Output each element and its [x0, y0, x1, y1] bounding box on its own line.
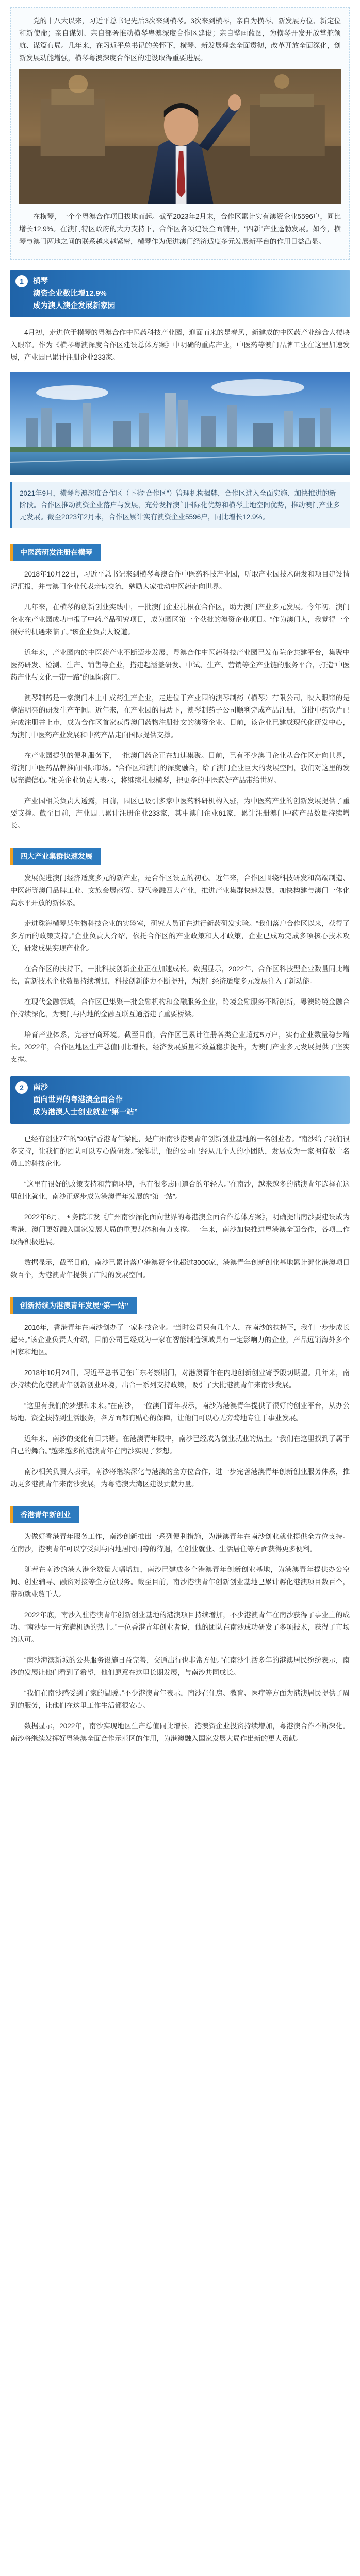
- section-2-number: 2: [15, 1081, 28, 1094]
- section-2-paragraph-1: 已经有创业7年的“90后”香港青年梁健，是广州南沙港澳青年创新创业基地的一名创业者。“南沙给了我们很多支持，让我们的团队可以专心做研发。”梁健说，他的公司已经从几个人的小团队，发展成为一家拥有数十名员工的科技企业。: [10, 1135, 350, 1167]
- xi-photo: [19, 69, 341, 204]
- section-1-subheading: 中医药研发注册在横琴: [10, 544, 101, 561]
- intro-paragraph-1: 党的十八大以来，习近平总书记先后3次来到横琴。3次来到横琴，亲自为横琴、新发展方位、新定位和新使命；亲自谋划、亲自部署推动横琴粤澳深度合作区建设；亲自擘画蓝图，为横琴开发开放掌舵领航、谋篇布局。几年来，在习近平总书记的关怀下，横琴、新发展理念全面贯彻，改革开放全面深化，创新发展动能增强，横琴粤澳深度合作区的建设取得重要进展。: [19, 17, 341, 62]
- section-1-paragraph-6: 在产业园提供的便利服务下，一批澳门药企正在加速集聚。目前，已有不少澳门企业从合作区走向世界，将澳门中医药品牌推向国际市场。“合作区和澳门的深度融合，给了澳门企业巨大的发展空间，我们对这里的发展充满信心。”相关企业负责人表示，将继续扎根横琴，把更多的中医药好产品带给世界。: [10, 752, 350, 784]
- section-1b-paragraph-5: 培育产业体系，完善营商环境。截至目前，合作区已累计注册各类企业超过5万户，实有企业数量稳步增长。2022年，合作区地区生产总值同比增长，经济发展质量和效益稳步提升，为澳门产业多元发展提供了坚实支撑。: [10, 1031, 350, 1063]
- section-1b-paragraph-2: 走进珠海横琴某生物科技企业的实验室，研究人员正在进行新药研发实验。“我们落户合作区以来，获得了多方面的政策支持。”企业负责人介绍，依托合作区的产业政策和人才政策，企业已成功完成多项核心技术攻关，研发成果实现产业化。: [10, 920, 350, 952]
- section-2b-paragraph-4: “南沙海滨新城的公共服务设施日益完善，交通出行也非常方便。”在南沙生活多年的港澳居民纷纷表示，南沙的发展让他们看到了希望，他们愿意在这里长期发展，与南沙共同成长。: [10, 1656, 350, 1676]
- section-2b-paragraph-5: “我们在南沙感受到了家的温暖。”不少港澳青年表示，南沙在住房、教育、医疗等方面为港澳居民提供了周到的服务，让他们在这里工作生活都很安心。: [10, 1689, 350, 1709]
- section-2-header: [10, 1076, 350, 1124]
- section-2-title-line-3: 成为港澳人士创业就业“第一站”: [33, 1108, 138, 1116]
- section-2b-paragraph-1: 为做好香港青年服务工作，南沙创新推出一系列便利措施，为港澳青年在南沙创业就业提供全方位支持。在南沙，港澳青年可以享受到与内地居民同等的待遇，在创业就业、生活居住等方面获得更多便利。: [10, 1533, 350, 1553]
- section-1-paragraph-5: 澳琴制药是一家澳门本土中成药生产企业，走进位于产业园的澳琴制药（横琴）有限公司，映入眼帘的是整洁明亮的研发生产车间。近年来，在产业园的帮助下，澳琴制药子公司顺利完成产品注册，首批中药饮片已完成注册并上市，成为合作区首家获得澳门药物注册批文的澳资企业。目前，该企业已建成现代化研发中心，为澳门中医药产业发展和中药产品走向国际提供支撑。: [10, 694, 350, 739]
- section-1-paragraph-3: 几年来，在横琴的创新创业实践中，一批澳门企业扎根在合作区，助力澳门产业多元发展。今年初，澳门企业在产业园成功申报了中药产品研究项目，成为园区第一个获批的澳资企业项目。“作为澳门人，我觉得一个很好的机遇来临了。”该企业负责人说道。: [10, 603, 350, 636]
- section-1-paragraph-1: 4月初，走进位于横琴的粤澳合作中医药科技产业园，迎面而来的是春风，新建成的中医药产业综合大楼映入眼帘。作为《横琴粤澳深度合作区建设总体方案》中明确的重点产业，中医药等澳门品牌工业在这里加速发展，产业园已累计注册企业233家。: [10, 329, 350, 361]
- hengqin-skyline-photo: [10, 372, 350, 475]
- section-2-paragraph-9: 南沙相关负责人表示，南沙将继续深化与港澳的全方位合作，进一步完善港澳青年创新创业服务体系，推动更多港澳青年来南沙发展，为粤港澳大湾区建设贡献力量。: [10, 1468, 350, 1488]
- section-1-title-line-2: 澳资企业数比增12.9%: [33, 290, 107, 298]
- section-1b-paragraph-4: 在现代金融领域，合作区已集聚一批金融机构和金融服务企业，跨境金融服务不断创新，粤澳跨境金融合作持续深化，为澳门与内地的金融互联互通搭建了重要桥梁。: [10, 998, 350, 1018]
- section-2-title-line-2: 面向世界的粤港澳全面合作: [33, 1096, 123, 1104]
- section-1-paragraph-2: 2018年10月22日，习近平总书记来到横琴粤澳合作中医药科技产业园，听取产业园技术研发和项目建设情况汇报，并与澳门企业代表亲切交流，勉励大家推动中医药走向世界。: [10, 570, 350, 590]
- section-1b-subheading: 四大产业集群快速发展: [10, 848, 101, 865]
- section-1-title-line-3: 成为澳人澳企发展新家园: [33, 302, 116, 310]
- intro-paragraph-2: 在横琴，一个个粤澳合作项目拔地而起。截至2023年2月末，合作区累计实有澳资企业5596户，同比增长12.9%。在澳门特区政府的大力支持下，合作区各项建设全面铺开，“四新”产业蓬勃发展。如今，横琴与澳门两地之间的联系越来越紧密，横琴作为促进澳门经济适度多元发展新平台的作用日益凸显。: [19, 213, 341, 245]
- section-1-paragraph-4: 近年来，产业园内的中医药产业不断迈步发展，粤澳合作中医药科技产业园已发布院企共建平台，集聚中医药研发、检测、生产、销售等企业，搭建起涵盖研发、中试、生产、营销等全产业链的服务平台，打造“中医药产业与文化一带一路”的国际窗口。: [10, 649, 350, 681]
- section-2b-paragraph-2: 随着在南沙的港人港企数量大幅增加，南沙已建成多个港澳青年创新创业基地，为港澳青年提供办公空间、创业辅导、融资对接等全方位服务。截至目前，南沙港澳青年创新创业基地已累计孵化港澳项目数百个，带动就业数千人。: [10, 1566, 350, 1598]
- intro-frame: [10, 7, 350, 260]
- section-2-paragraph-5: 2016年，香港青年在南沙创办了一家科技企业。“当时公司只有几个人，在南沙的扶持下，我们一步步成长起来。”该企业负责人介绍，目前公司已经成为一家在智能制造领域具有一定影响力的企业，产品远销海外多个国家和地区。: [10, 1324, 350, 1356]
- section-2-title-line-1: 南沙: [33, 1083, 48, 1092]
- section-2b-paragraph-3: 2022年底，南沙入驻港澳青年创新创业基地的港澳项目持续增加，不少港澳青年在南沙获得了事业上的成功。“南沙是一片充满机遇的热土。”一位香港青年创业者说，他的团队在南沙成功研发了多项技术，获得了市场的认可。: [10, 1611, 350, 1643]
- section-2-paragraph-8: 近年来，南沙的变化有目共睹。在港澳青年眼中，南沙已经成为创业就业的热土。“我们在这里找到了属于自己的舞台。”越来越多的港澳青年在南沙实现了梦想。: [10, 1435, 350, 1455]
- section-2-paragraph-7: “这里有我们的梦想和未来。”在南沙，一位澳门青年表示，南沙为港澳青年提供了很好的创业平台，从办公场地、资金扶持到生活服务，各方面都有贴心的保障，让他们可以心无旁骛地专注于事业发展。: [10, 1402, 350, 1422]
- section-2-paragraph-6: 2018年10月24日，习近平总书记在广东考察期间，对港澳青年在内地创新创业寄予殷切期望。几年来，南沙持续优化港澳青年创新创业环境，出台一系列支持政策，吸引了大批港澳青年来南沙发展。: [10, 1369, 350, 1389]
- xi-photo-illustration: [19, 69, 341, 204]
- section-1b-paragraph-3: 在合作区的扶持下，一批科技创新企业正在加速成长。数据显示，2022年，合作区科技型企业数量同比增长，高新技术企业数量持续增加，科技创新能力不断提升，为澳门经济适度多元发展注入了新动能。: [10, 965, 350, 985]
- section-2b-paragraph-6: 数据显示，2022年，南沙实现地区生产总值同比增长，港澳资企业投资持续增加，粤港澳合作不断深化。南沙将继续发挥好粤港澳全面合作示范区的作用，为港澳融入国家发展大局作出新的更大贡献。: [10, 1722, 350, 1742]
- section-1-paragraph-7: 产业园相关负责人透露，目前，园区已吸引多家中医药科研机构入驻，为中医药产业的创新发展提供了重要支撑。截至目前，产业园已累计注册企业233家，其中澳门企业61家，累计注册澳门中药产品数量持续增长。: [10, 797, 350, 829]
- section-2b-subheading: 香港青年新创业: [10, 1506, 79, 1523]
- section-2-paragraph-2: “这里有很好的政策支持和营商环境，也有很多志同道合的年轻人。”在南沙，越来越多的港澳青年选择在这里创业就业，南沙正逐步成为港澳青年发展的“第一站”。: [10, 1180, 350, 1200]
- section-2-subheading: 创新持续为港澳青年发展“第一站”: [10, 1297, 137, 1314]
- section-1-title-line-1: 横琴: [33, 277, 48, 285]
- section-2-paragraph-3: 2022年6月，国务院印发《广州南沙深化面向世界的粤港澳全面合作总体方案》，明确提出南沙要建设成为香港、澳门更好融入国家发展大局的重要载体和有力支撑。一年来，南沙加快推进粤港澳全面合作，各项工作取得积极进展。: [10, 1213, 350, 1246]
- section-1-caption: 2021年9月，横琴粤澳深度合作区（下称“合作区”）管理机构揭牌，合作区进入全面实施、加快推进的新阶段。合作区推动澳资企业落户与发展，充分发挥澳门国际化优势和横琴土地空间优势，推动澳门产业多元发展。截至2023年2月末，合作区累计实有澳资企业5596户，同比增长12.9%。: [10, 482, 350, 528]
- section-1-number: 1: [15, 275, 28, 287]
- section-1-header: [10, 270, 350, 317]
- skyline-illustration: [10, 372, 350, 475]
- section-1b-paragraph-1: 发展促进澳门经济适度多元的新产业，是合作区设立的初心。近年来，合作区围绕科技研发和高端制造、中医药等澳门品牌工业、文旅会展商贸、现代金融四大产业，推进产业集群快速发展，加快构建与澳门一体化高水平开放的新体系。: [10, 874, 350, 907]
- section-2-paragraph-4: 数据显示，截至目前，南沙已累计落户港澳资企业超过3000家，港澳青年创新创业基地累计孵化港澳项目数百个，为港澳青年提供了广阔的发展空间。: [10, 1259, 350, 1279]
